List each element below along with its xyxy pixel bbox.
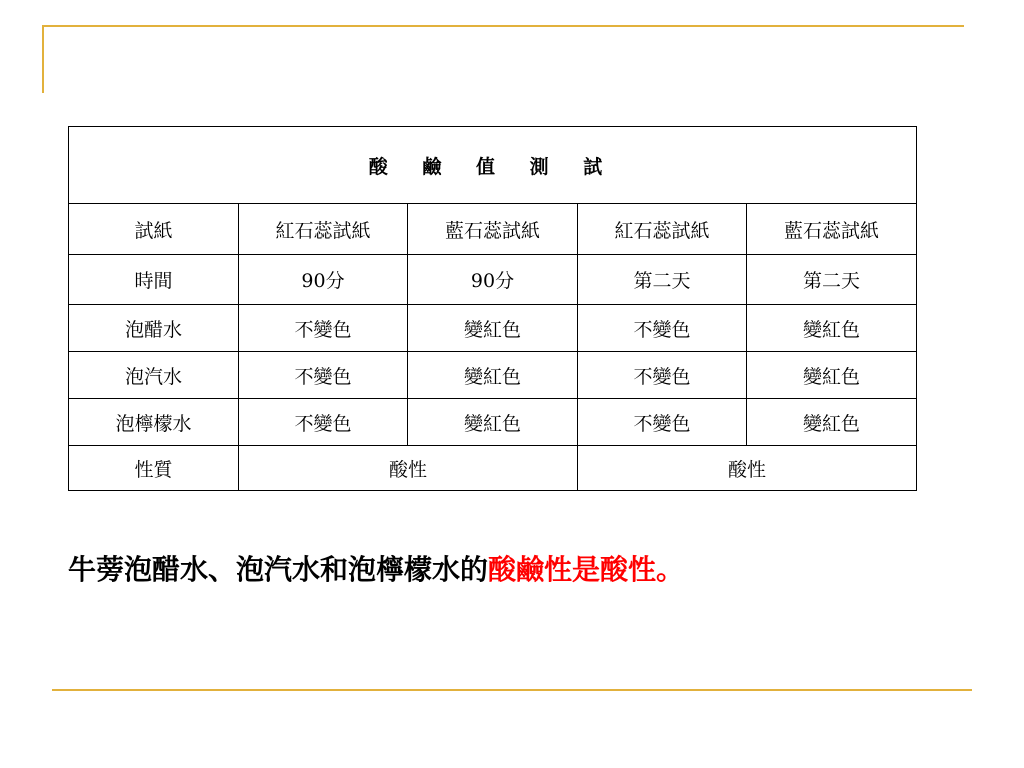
row-label: 泡醋水: [69, 305, 239, 352]
table-cell: 不變色: [239, 305, 408, 352]
table-row-time: [69, 255, 917, 305]
table-cell: 不變色: [578, 305, 747, 352]
table-cell: 變紅色: [747, 352, 917, 399]
row-label: 性質: [69, 446, 239, 491]
row-label: 泡汽水: [69, 352, 239, 399]
table-title: 酸 鹼 值 測 試: [69, 127, 917, 204]
table-cell: 藍石蕊試紙: [747, 204, 917, 255]
table-cell: 酸性: [578, 446, 917, 491]
table-cell: 酸性: [239, 446, 578, 491]
table-cell: 變紅色: [408, 305, 578, 352]
table-row-test-paper: [69, 204, 917, 255]
frame-left-line: [42, 25, 44, 93]
table-cell: 變紅色: [747, 399, 917, 446]
table-cell: 不變色: [239, 399, 408, 446]
table-cell: 90分: [408, 255, 578, 305]
table-cell: 變紅色: [408, 352, 578, 399]
table-row-vinegar: [69, 305, 917, 352]
table-cell: 90分: [239, 255, 408, 305]
table-row-nature: [69, 446, 917, 491]
conclusion-emphasis: 酸鹼性是酸性。: [488, 553, 685, 586]
conclusion-prefix: 牛蒡泡醋水、泡汽水和泡檸檬水的: [68, 553, 489, 586]
table-cell: 紅石蕊試紙: [239, 204, 408, 255]
table-cell: 變紅色: [408, 399, 578, 446]
table-cell: 藍石蕊試紙: [408, 204, 578, 255]
conclusion-text: [68, 548, 684, 588]
table-cell: 變紅色: [747, 305, 917, 352]
frame-bottom-line: [52, 689, 972, 691]
ph-test-table: [68, 126, 917, 491]
table-cell: 第二天: [578, 255, 747, 305]
row-label: 時間: [69, 255, 239, 305]
frame-top-line: [42, 25, 964, 27]
table-cell: 第二天: [747, 255, 917, 305]
row-label: 泡檸檬水: [69, 399, 239, 446]
table-cell: 不變色: [578, 352, 747, 399]
table-cell: 不變色: [239, 352, 408, 399]
table-cell: 紅石蕊試紙: [578, 204, 747, 255]
table-cell: 不變色: [578, 399, 747, 446]
row-label: 試紙: [69, 204, 239, 255]
table-row-lemon: [69, 399, 917, 446]
table-row-soda: [69, 352, 917, 399]
